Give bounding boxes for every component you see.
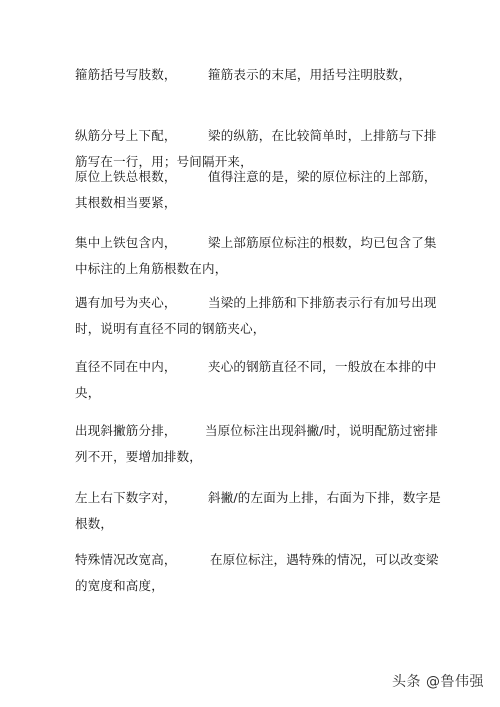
entry-4 xyxy=(75,230,435,282)
mnemonic: 左上右下数字对， xyxy=(75,490,177,505)
description: 夹心的钢筋直径不同，一般放在本排的中 xyxy=(208,359,437,374)
entry-3 xyxy=(75,164,435,216)
description: 在原位标注，遇特殊的情况，可以改变梁 xyxy=(210,552,439,567)
description-continued: 的宽度和高度， xyxy=(75,578,164,593)
description: 斜撇/的左面为上排，右面为下排，数字是 xyxy=(208,490,442,505)
mnemonic: 直径不同在中内， xyxy=(75,359,177,374)
entry-5 xyxy=(75,290,435,342)
entry-7 xyxy=(75,418,439,470)
description-continued: 根数， xyxy=(75,516,114,531)
description-continued: 筋写在一行，用；号间隔开来， xyxy=(75,154,253,169)
entry-1 xyxy=(75,62,435,88)
watermark: 头条 @鲁伟强 xyxy=(392,674,484,690)
description: 箍筋表示的末尾，用括号注明肢数， xyxy=(208,67,412,82)
description-continued: 列不开，要增加排数， xyxy=(75,449,203,464)
description: 梁的纵筋，在比较简单时，上排筋与下排 xyxy=(208,128,437,143)
entry-8 xyxy=(75,485,442,537)
description-continued: 央， xyxy=(75,385,101,400)
entry-6 xyxy=(75,354,435,406)
mnemonic: 原位上铁总根数， xyxy=(75,169,177,184)
mnemonic: 遇有加号为夹心， xyxy=(75,295,177,310)
mnemonic: 箍筋括号写肢数， xyxy=(75,67,177,82)
description: 梁上部筋原位标注的根数，均已包含了集 xyxy=(208,235,437,250)
mnemonic: 特殊情况改宽高， xyxy=(75,552,177,567)
description-continued: 其根数相当要紧， xyxy=(75,195,177,210)
mnemonic: 出现斜撇筋分排， xyxy=(75,423,177,438)
description: 值得注意的是，梁的原位标注的上部筋， xyxy=(208,169,437,184)
description-continued: 中标注的上角筋根数在内， xyxy=(75,261,228,276)
mnemonic: 纵筋分号上下配， xyxy=(75,128,177,143)
description: 当梁的上排筋和下排筋表示行有加号出现 xyxy=(208,295,437,310)
description: 当原位标注出现斜撇/时，说明配筋过密排 xyxy=(205,423,439,438)
entry-9 xyxy=(75,547,439,599)
description-continued: 时，说明有直径不同的钢筋夹心， xyxy=(75,321,266,336)
mnemonic: 集中上铁包含内， xyxy=(75,235,177,250)
